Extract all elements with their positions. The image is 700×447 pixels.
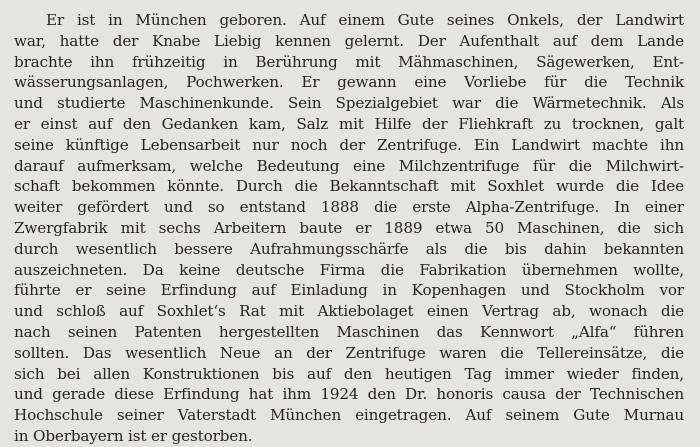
text-line: und studierte Maschinenkunde. Sein Spezialgebiet war die Wärmetechnik. Als (14, 94, 684, 113)
text-line: brachte ihn frühzeitig in Berührung mit Mähmaschinen, Sägewerken, Ent- (14, 52, 684, 71)
text-line: sich bei allen Konstruktionen bis auf den heutigen Tag immer wieder finden, (14, 364, 684, 383)
text-line: und schloß auf Soxhlet‘s Rat mit Aktiebolaget einen Vertrag ab, wonach die (14, 302, 684, 321)
text-line: er einst auf den Gedanken kam, Salz mit Hilfe der Fliehkraft zu trocknen, galt (14, 114, 684, 133)
text-line: seine künftige Lebensarbeit nur noch der Zentrifuge. Ein Landwirt machte ihn (14, 135, 684, 154)
text-line: nach seinen Patenten hergestellten Maschinen das Kennwort „Alfa“ führen (14, 322, 684, 341)
text-line: Zwergfabrik mit sechs Arbeitern baute er 1889 etwa 50 Maschinen, die sich (14, 218, 684, 237)
text-line: sollten. Das wesentlich Neue an der Zentrifuge waren die Tellereinsätze, die (14, 343, 684, 362)
text-line: und gerade diese Erfindung hat ihm 1924 den Dr. honoris causa der Technischen (14, 385, 684, 404)
text-line: durch wesentlich bessere Aufrahmungsschärfe als die bis dahin bekannten (14, 239, 684, 258)
text-line: Er ist in München geboren. Auf einem Gute seines Onkels, der Landwirt (46, 11, 684, 29)
text-line: schaft bekommen könnte. Durch die Bekanntschaft mit Soxhlet wurde die Idee (14, 177, 684, 196)
body-paragraph (14, 10, 686, 447)
text-line: war, hatte der Knabe Liebig kennen gelernt. Der Aufenthalt auf dem Lande (14, 31, 684, 50)
text-line: auszeichneten. Da keine deutsche Firma die Fabrikation übernehmen wollte, (14, 260, 684, 279)
text-line: darauf aufmerksam, welche Bedeutung eine Milchzentrifuge für die Milchwirt- (14, 156, 684, 175)
text-line: weiter gefördert und so entstand 1888 die erste Alpha-Zentrifuge. In einer (14, 198, 684, 217)
text-line: führte er seine Erfindung auf Einladung in Kopenhagen und Stockholm vor (14, 281, 684, 300)
text-line: Hochschule seiner Vaterstadt München eingetragen. Auf seinem Gute Murnau (14, 406, 684, 425)
text-line: in Oberbayern ist er gestorben. (14, 426, 253, 445)
text-line: wässerungsanlagen, Pochwerken. Er gewann eine Vorliebe für die Technik (14, 73, 684, 92)
